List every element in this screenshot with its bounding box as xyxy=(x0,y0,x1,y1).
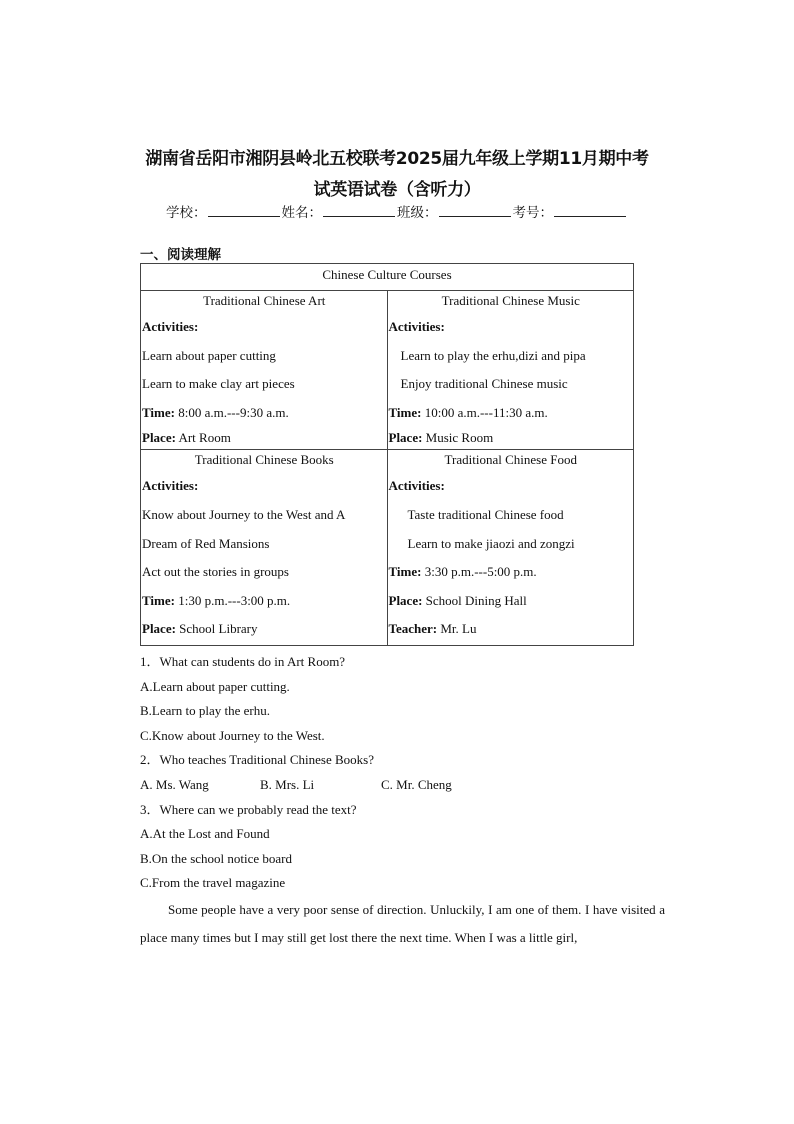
answer-option: B.On the school notice board xyxy=(140,850,292,866)
school-label: 学校： xyxy=(166,205,207,221)
answer-option: A.Learn about paper cutting. xyxy=(140,678,290,694)
place-value: Music Room xyxy=(422,430,494,446)
answer-option: B.Learn to play the erhu. xyxy=(140,703,270,719)
question-stem: 3．Where can we probably read the text? xyxy=(140,801,357,817)
time-value: 1:30 p.m.---3:00 p.m. xyxy=(174,592,291,608)
time-label: Time: xyxy=(142,404,175,420)
question-stem: 2．Who teaches Traditional Chinese Books? xyxy=(140,752,374,768)
course-cell-music xyxy=(387,291,634,450)
activity-item: Learn to make clay art pieces xyxy=(142,376,295,392)
answer-option: C. Mr. Cheng xyxy=(381,776,452,792)
course-cell-art xyxy=(141,291,388,450)
activity-item: Act out the stories in groups xyxy=(142,564,289,580)
time-label: Time: xyxy=(388,564,422,580)
activity-item: Enjoy traditional Chinese music xyxy=(400,376,568,392)
student-info-line xyxy=(140,202,654,223)
course-heading: Traditional Chinese Art xyxy=(203,293,326,308)
answer-option: C.Know about Journey to the West. xyxy=(140,727,325,743)
place-label: Place: xyxy=(388,430,423,446)
time-value: 10:00 a.m.---11:30 a.m. xyxy=(421,404,548,420)
class-blank xyxy=(439,202,511,217)
course-heading: Traditional Chinese Music xyxy=(441,293,580,308)
activity-item: Learn to play the erhu,dizi and pipa xyxy=(400,347,586,363)
course-table xyxy=(140,263,634,646)
name-blank xyxy=(323,202,395,217)
activities-label: Activities: xyxy=(388,478,445,494)
activities-label: Activities: xyxy=(388,319,445,334)
exam-no-blank xyxy=(554,202,626,217)
answer-options-row xyxy=(140,773,670,798)
answer-option: B. Mrs. Li xyxy=(260,776,315,792)
course-cell-food xyxy=(387,450,634,646)
question-stem: 1．What can students do in Art Room? xyxy=(140,654,346,669)
answer-option: C.From the travel magazine xyxy=(140,875,286,891)
place-value: School Dining Hall xyxy=(422,592,527,608)
activity-item: Know about Journey to the West and A xyxy=(142,506,346,522)
exam-no-label: 考号： xyxy=(512,205,553,221)
section-heading: 一、阅读理解 xyxy=(140,247,221,263)
activity-item: Learn about paper cutting xyxy=(142,347,276,363)
school-blank xyxy=(208,202,280,217)
course-heading: Traditional Chinese Food xyxy=(444,452,577,468)
course-heading: Traditional Chinese Books xyxy=(194,452,334,468)
exam-title xyxy=(120,144,674,206)
place-value: School Library xyxy=(175,621,258,637)
activities-label: Activities: xyxy=(142,319,199,334)
time-value: 3:30 p.m.---5:00 p.m. xyxy=(421,564,537,580)
teacher-label: Teacher: xyxy=(388,621,438,637)
activity-item-continued: Dream of Red Mansions xyxy=(142,535,270,551)
exam-title-line-2: 试英语试卷（含听力） xyxy=(313,180,481,200)
class-label: 班级： xyxy=(397,205,438,221)
time-label: Time: xyxy=(388,404,422,420)
place-label: Place: xyxy=(142,621,176,637)
activity-item: Taste traditional Chinese food xyxy=(407,506,564,522)
reading-passage: Some people have a very poor sense of direction. Unluckily, I am one of them. I have visited a place many times but I may still get lost there the next time. When I was a little girl, xyxy=(140,902,665,945)
teacher-value: Mr. Lu xyxy=(437,621,477,637)
activity-item: Learn to make jiaozi and zongzi xyxy=(407,535,575,551)
time-value: 8:00 a.m.---9:30 a.m. xyxy=(174,404,289,420)
place-value: Art Room xyxy=(175,430,231,446)
question-list xyxy=(140,650,670,896)
answer-option: A. Ms. Wang xyxy=(140,776,209,792)
exam-title-line-1: 湖南省岳阳市湘阴县岭北五校联考2025届九年级上学期11月期中考 xyxy=(145,149,649,169)
place-label: Place: xyxy=(388,592,423,608)
time-label: Time: xyxy=(142,592,175,608)
table-caption: Chinese Culture Courses xyxy=(141,264,634,291)
course-cell-books xyxy=(141,450,388,646)
name-label: 姓名： xyxy=(281,205,322,221)
place-label: Place: xyxy=(142,430,176,446)
answer-option: A.At the Lost and Found xyxy=(140,826,270,842)
activities-label: Activities: xyxy=(142,478,199,494)
